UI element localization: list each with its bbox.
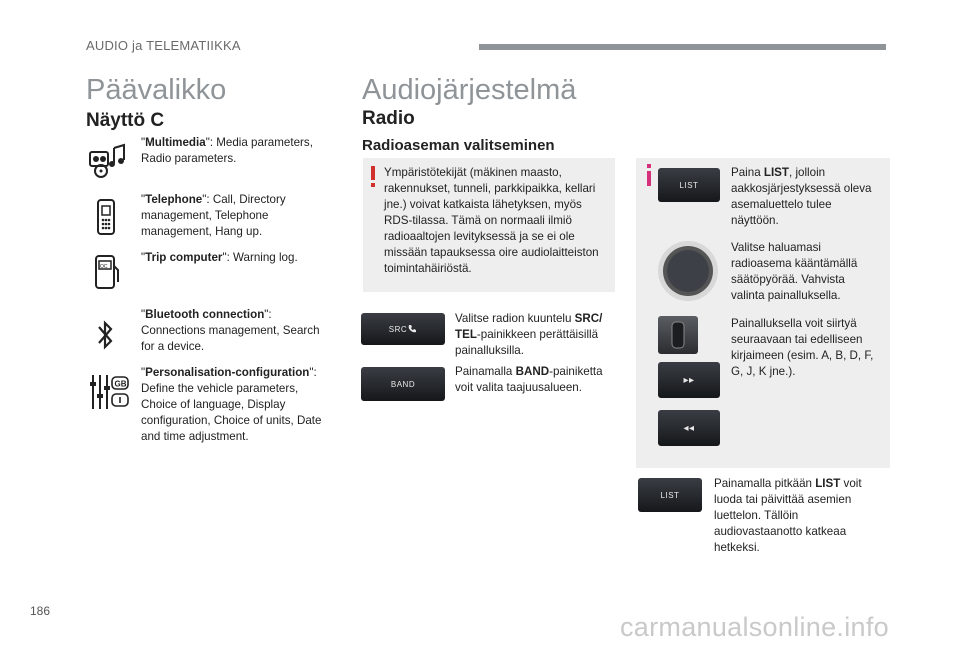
rotary-dial[interactable] xyxy=(657,240,719,302)
page-title: Päävalikko xyxy=(86,74,227,106)
section-title: Radioaseman valitseminen xyxy=(362,137,555,154)
trip-computer-icon xyxy=(94,254,120,290)
list-button[interactable]: LIST xyxy=(658,168,720,202)
nav-instructions: Painalluksella voit siirtyä seuraavaan tai edelliseen kirjaimeen (esim. A, B, D, F, G, J, K jne.). xyxy=(731,317,874,378)
menu-item-telephone: "Telephone": Call, Directory management, Telephone management, Hang up. xyxy=(141,193,286,238)
seek-back-button[interactable]: ◂◂ xyxy=(658,410,720,446)
section-label: AUDIO ja TELEMATIIKKA xyxy=(86,38,241,53)
long-list-button[interactable]: LIST xyxy=(638,478,702,512)
screen-subtitle: Näyttö C xyxy=(86,110,165,131)
warning-icon xyxy=(369,166,377,188)
menu-item-bluetooth: "Bluetooth connection": Connections management, Search for a device. xyxy=(141,308,320,353)
band-button[interactable]: BAND xyxy=(361,367,445,401)
src-instructions: Valitse radion kuuntelu SRC/ TEL-painikkeen perättäisillä painalluksilla. xyxy=(455,312,603,357)
info-icon xyxy=(645,164,653,186)
src-button[interactable]: SRC xyxy=(361,313,445,345)
dial-instructions: Valitse haluamasi radioasema kääntämällä säätöpyörää. Vahvista valinta painalluksella. xyxy=(731,241,858,302)
header-rule xyxy=(479,44,886,50)
menu-item-personalisation: "Personalisation-configuration": Define the vehicle parameters, Choice of language, Display configuration, Choice of units, Date and time adjustment. xyxy=(141,366,322,443)
warning-text: Ympäristötekijät (mäkinen maasto, rakennukset, tunneli, parkkipaikka, kellari jne.) voivat katkaista lähetyksen, myös RDS-tilassa. Tämä on normaali ilmiö radioaaltojen levityksessä ja se ei ole missään tapauksessa oire audiolaitteiston toimintahäiriöstä. xyxy=(384,166,599,275)
bluetooth-icon xyxy=(96,318,116,352)
menu-item-multimedia: "Multimedia": Media parameters, Radio parameters. xyxy=(141,136,313,165)
seek-forward-button[interactable]: ▸▸ xyxy=(658,362,720,398)
personalisation-icon xyxy=(88,372,130,412)
long-list-instructions: Painamalla pitkään LIST voit luoda tai päivittää asemien luettelon. Tällöin audiovastaanotto katkeaa hetkeksi. xyxy=(714,477,862,554)
phone-icon xyxy=(407,324,417,334)
telephone-icon xyxy=(96,198,118,238)
navigation-stick[interactable] xyxy=(658,316,698,354)
watermark: carmanualsonline.info xyxy=(620,612,889,642)
radio-subtitle: Radio xyxy=(362,108,415,129)
audio-title: Audiojärjestelmä xyxy=(362,74,577,106)
menu-item-trip-computer: "Trip computer": Warning log. xyxy=(141,251,298,264)
multimedia-icon xyxy=(88,142,128,178)
page-number: 186 xyxy=(30,604,51,618)
list-instructions: Paina LIST, jolloin aakkosjärjestyksessä oleva asemaluettelo tulee näyttöön. xyxy=(731,166,872,227)
svg-text:GB: GB xyxy=(114,379,127,389)
svg-text:OC: OC xyxy=(100,264,108,270)
band-instructions: Painamalla BAND-painiketta voit valita taajuusalueen. xyxy=(455,365,603,394)
